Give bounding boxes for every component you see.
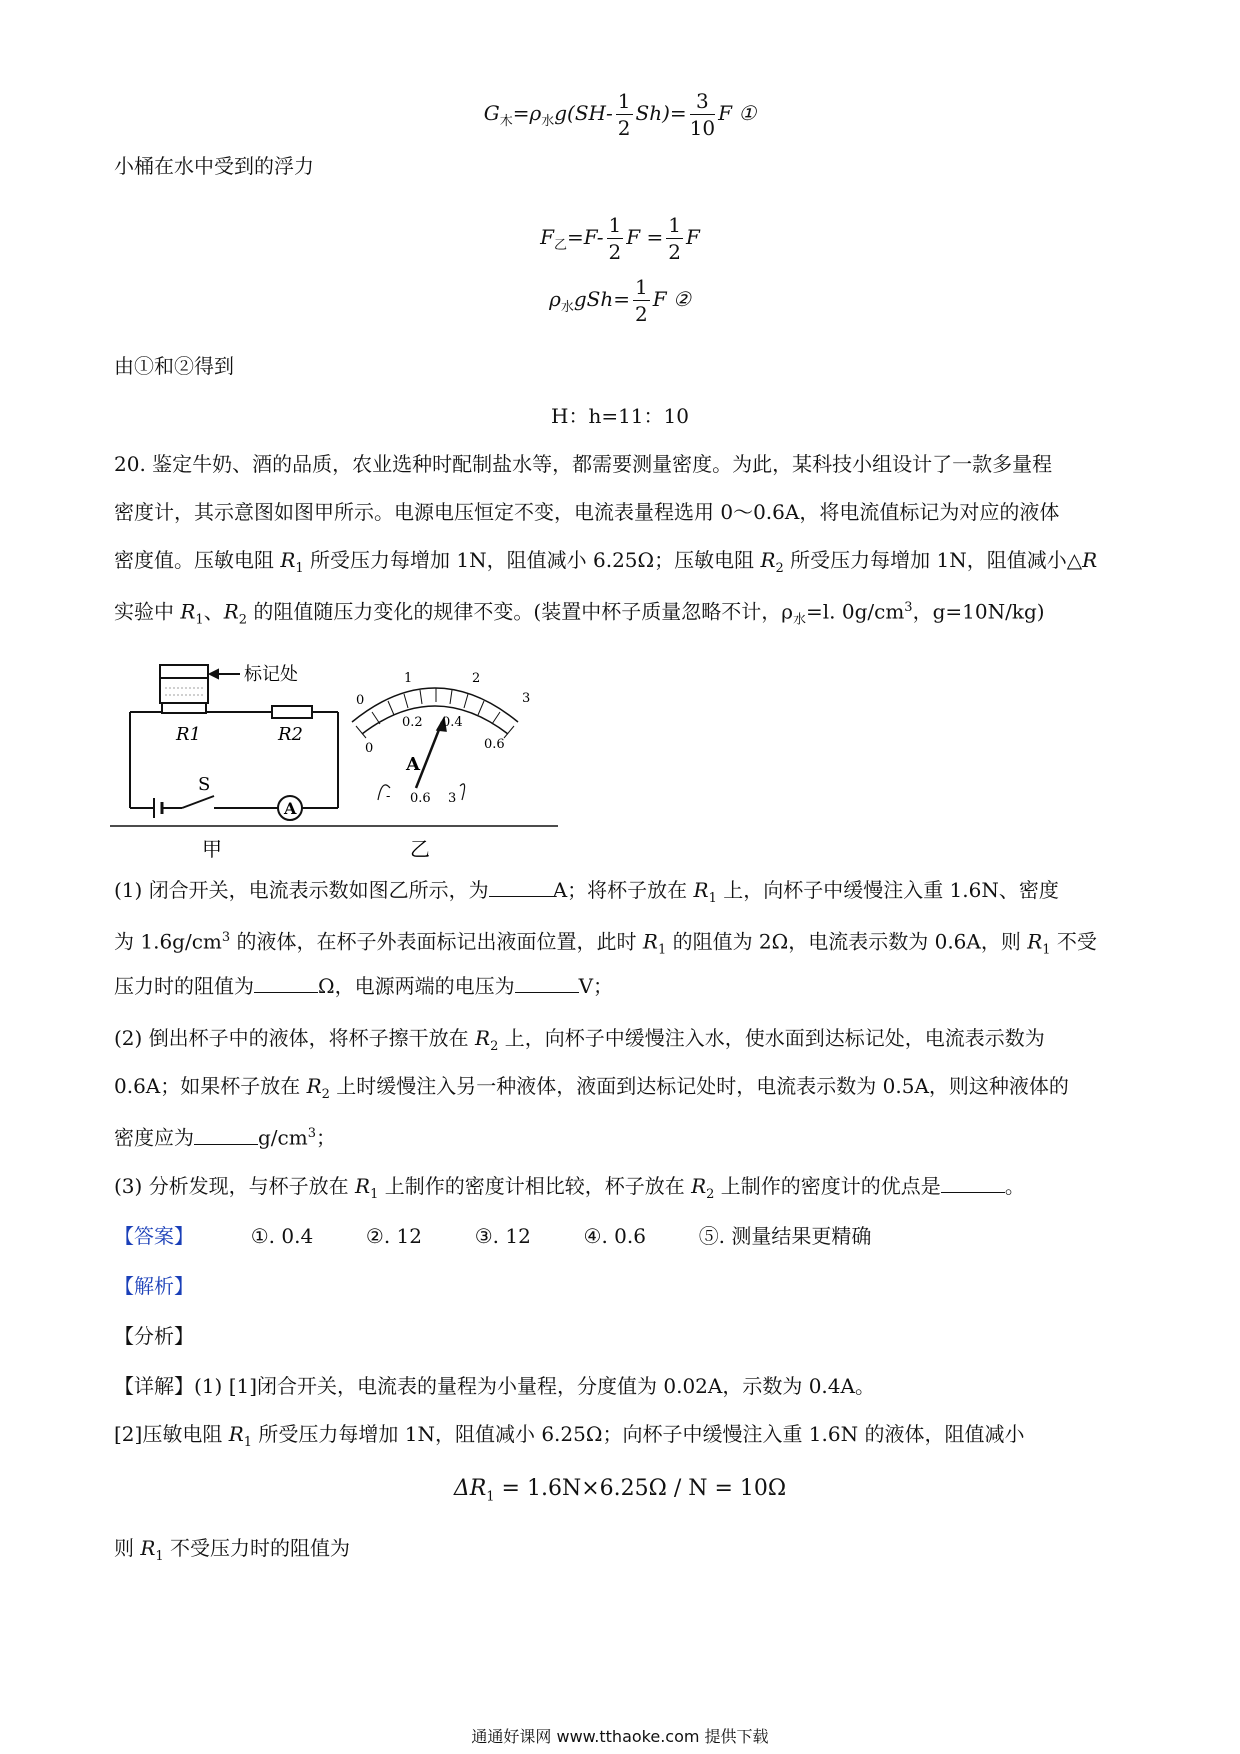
dial-top-2: 2 — [472, 671, 481, 686]
dial-top-0: 0 — [356, 693, 365, 708]
dial-bottom-02: 0.2 — [402, 715, 423, 730]
terminal-minus: - — [386, 789, 391, 804]
terminal-3: 3 — [448, 791, 457, 806]
answer-item: ③. 12 — [474, 1224, 531, 1248]
sub2-line2: 0.6A；如果杯子放在 $R_2$ 上时缓慢注入另一种液体，液面到达标记处时，电流表示数为 0.5A，则这种液体的 — [114, 1074, 1069, 1102]
figure-circuit-and-ammeter — [110, 660, 570, 860]
fenxi-tag: 【分析】 — [114, 1324, 194, 1348]
sub1-line1: (1) 闭合开关，电流表示数如图乙所示，为 A；将杯子放在 $R_1$ 上，向杯子中缓慢注入重 1.6N、密度 — [114, 878, 1059, 906]
label-mark: 标记处 — [244, 664, 298, 685]
blank-1 — [489, 876, 553, 897]
dial-top-3: 3 — [522, 691, 531, 706]
jiexi-tag: 【解析】 — [114, 1274, 194, 1298]
q20-line3: 密度值。压敏电阻 $R_1$ 所受压力每增加 1N，阻值减小 6.25Ω；压敏电阻 $R_2$ 所受压力每增加 1N，阻值减小△R — [114, 548, 1098, 576]
page-footer: 通通好课网 www.tthaoke.com 提供下载 — [471, 1727, 769, 1746]
sub2-line1: (2) 倒出杯子中的液体，将杯子擦干放在 $R_2$ 上，向杯子中缓慢注入水，使水面到达标记处，电流表示数为 — [114, 1026, 1045, 1054]
equation-delta-r1: $\Delta R_1 = 1.6N\times 6.25\Omega / N = 10\Omega$ — [453, 1476, 787, 1505]
label-r2: R2 — [278, 724, 304, 745]
answer-tag: 【答案】 — [114, 1224, 194, 1248]
dial-bottom-04: 0.4 — [442, 715, 463, 730]
terminal-06: 0.6 — [410, 791, 431, 806]
last-line: 则 $R_1$ 不受压力时的阻值为 — [114, 1536, 351, 1564]
answer-item: ⑤. 测量结果更精确 — [698, 1224, 872, 1248]
sub1-line2: 为 $1.6g/cm^3$ 的液体，在杯子外表面标记出液面位置，此时 $R_1$ 的阻值为 2Ω，电流表示数为 0.6A，则 $R_1$ 不受 — [114, 929, 1097, 958]
q20-line4: 实验中 $R_1$、$R_2$ 的阻值随压力变化的规律不变。(装置中杯子质量忽略不计，$\rho_水=l$. $0g/cm^3$，g=10N/kg) — [114, 599, 1045, 628]
fraction-three-tenths: $\frac{3}{10}$ — [689, 89, 716, 140]
answer-line — [114, 1222, 1134, 1250]
text-derive: 由①和②得到 — [114, 354, 234, 378]
q20-line1: 20. 鉴定牛奶、酒的品质，农业选种时配制盐水等，都需要测量密度。为此，某科技小组设计了一款多量程 — [114, 452, 1053, 476]
blank-4 — [194, 1124, 258, 1145]
text-buoyancy-intro: 小桶在水中受到的浮力 — [114, 154, 314, 178]
dial-bottom-06: 0.6 — [484, 737, 505, 752]
caption-yi: 乙 — [410, 837, 430, 860]
dial-unit: A — [406, 754, 420, 775]
detail-line1: 【详解】(1) [1]闭合开关，电流表的量程为小量程，分度值为 0.02A，示数为 0.4A。 — [114, 1374, 875, 1398]
equation-density: $\rho_水gSh=$ $\frac{1}{2}$ F ② — [549, 275, 691, 326]
answer-item: ①. 0.4 — [250, 1224, 314, 1248]
fraction-half: $\frac{1}{2}$ — [617, 89, 631, 140]
blank-3 — [515, 972, 579, 993]
answer-item: ④. 0.6 — [583, 1224, 646, 1248]
equation-buoyancy: $F_乙=F-$ $\frac{1}{2}$ F = $\frac{1}{2}$ F — [540, 213, 700, 264]
answer-item: ②. 12 — [365, 1224, 422, 1248]
label-r1: R1 — [176, 724, 202, 745]
dial-bottom-0: 0 — [365, 741, 374, 756]
sub1-line3: 压力时的阻值为 Ω，电源两端的电压为 V； — [114, 974, 614, 998]
equation-ratio: H：h=11：10 — [551, 404, 689, 428]
detail-line2: [2]压敏电阻 $R_1$ 所受压力每增加 1N，阻值减小 6.25Ω；向杯子中缓慢注入重 1.6N 的液体，阻值减小 — [114, 1422, 1025, 1450]
equation-gravity: $G_木=\rho_水g(SH-$ $\frac{1}{2}$ Sh)= $\frac{3}{10}$ F ① — [483, 89, 757, 140]
sub3-line: (3) 分析发现，与杯子放在 $R_1$ 上制作的密度计相比较，杯子放在 $R_2$ 上制作的密度计的优点是 。 — [114, 1174, 1025, 1202]
caption-jia: 甲 — [202, 837, 222, 860]
blank-5 — [941, 1172, 1005, 1193]
blank-2 — [254, 972, 318, 993]
label-ammeter: A — [284, 799, 297, 818]
q20-line2: 密度计，其示意图如图甲所示。电源电压恒定不变，电流表量程选用 0～0.6A，将电流值标记为对应的液体 — [114, 500, 1060, 524]
label-switch: S — [198, 774, 211, 795]
sub2-line3: 密度应为 $g/cm^3$； — [114, 1125, 336, 1150]
dial-top-1: 1 — [404, 671, 413, 686]
